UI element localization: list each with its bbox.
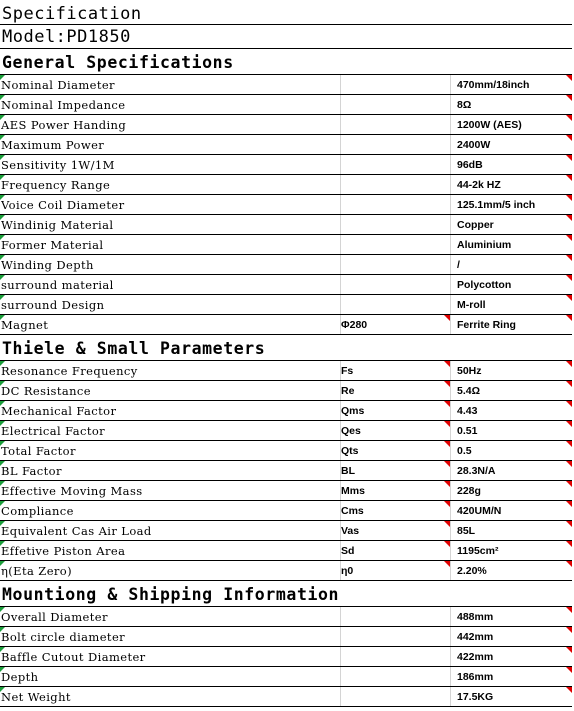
column-separator [340,155,341,174]
spec-value: 470mm/18inch [457,79,530,91]
comment-marker-green [0,521,5,526]
comment-marker-green [0,235,5,240]
column-separator [450,607,451,626]
column-separator [340,401,341,420]
spec-value: 2.20% [457,565,487,577]
comment-marker-red [566,215,572,221]
column-separator [340,521,341,540]
spec-symbol [341,175,449,194]
column-separator [340,667,341,686]
table-row [0,175,572,195]
model-name: Model:PD1850 [2,27,131,47]
spec-label: Compliance [1,504,74,518]
column-separator [340,95,341,114]
spec-symbol [341,115,449,134]
spec-label: Equivalent Cas Air Load [1,524,152,538]
column-separator [450,421,451,440]
comment-marker-green [0,315,5,320]
spec-label: Effective Moving Mass [1,484,143,498]
column-separator [340,115,341,134]
comment-marker-red [566,235,572,241]
column-separator [340,687,341,706]
column-separator [340,607,341,626]
spec-value: 85L [457,525,476,537]
spec-label: Electrical Factor [1,424,106,438]
column-separator [340,295,341,314]
section-heading-thiele: Thiele & Small Parameters [2,339,266,358]
comment-marker-red [566,255,572,261]
column-separator [450,255,451,274]
table-row [0,667,572,687]
column-separator [450,135,451,154]
table-row [0,275,572,295]
comment-marker-red [444,561,450,567]
table-row [0,401,572,421]
table-row [0,501,572,521]
comment-marker-green [0,667,5,672]
column-separator [450,401,451,420]
spec-label: η(Eta Zero) [1,564,73,578]
column-separator [340,235,341,254]
divider [0,24,572,25]
comment-marker-red [444,421,450,427]
spec-label: Baffle Cutout Diameter [1,650,146,664]
spec-label: Voice Coil Diameter [1,198,125,212]
table-row [0,315,572,335]
column-separator [450,215,451,234]
column-separator [340,135,341,154]
column-separator [340,361,341,380]
spec-label: Resonance Frequency [1,364,138,378]
column-separator [450,541,451,560]
spec-symbol [341,215,449,234]
spec-symbol: Qms [341,405,365,417]
column-separator [340,501,341,520]
column-separator [340,315,341,334]
spec-symbol [341,95,449,114]
comment-marker-red [444,361,450,367]
spec-value: 186mm [457,671,494,683]
comment-marker-red [444,461,450,467]
spec-value: 442mm [457,631,494,643]
comment-marker-red [566,135,572,141]
spec-symbol [341,295,449,314]
spec-symbol: Mms [341,485,365,497]
spec-symbol [341,255,449,274]
spec-symbol: Cms [341,505,364,517]
divider [0,48,572,49]
table-row [0,481,572,501]
comment-marker-red [566,381,572,387]
comment-marker-red [566,607,572,613]
column-separator [450,115,451,134]
comment-marker-red [566,401,572,407]
column-separator [450,667,451,686]
spec-label: Nominal Impedance [1,98,126,112]
spec-value: 5.4Ω [457,385,481,397]
column-separator [450,95,451,114]
comment-marker-red [566,275,572,281]
spec-label: Mechanical Factor [1,404,117,418]
spec-symbol: Re [341,385,355,397]
comment-marker-red [566,461,572,467]
comment-marker-red [566,155,572,161]
comment-marker-red [566,521,572,527]
spec-value: / [457,259,460,271]
table-row [0,95,572,115]
comment-marker-red [566,441,572,447]
spec-symbol: Qes [341,425,361,437]
column-separator [450,295,451,314]
comment-marker-green [0,381,5,386]
spec-value: Copper [457,219,494,231]
spec-symbol: Vas [341,525,360,537]
comment-marker-red [444,441,450,447]
spec-label: Total Factor [1,444,76,458]
table-row [0,441,572,461]
comment-marker-green [0,275,5,280]
column-separator [340,255,341,274]
table-row [0,135,572,155]
comment-marker-red [444,401,450,407]
table-row [0,115,572,135]
spec-value: 50Hz [457,365,482,377]
column-separator [340,481,341,500]
column-separator [340,381,341,400]
comment-marker-green [0,481,5,486]
spec-value: Ferrite Ring [457,319,516,331]
column-separator [340,541,341,560]
table-row [0,381,572,401]
comment-marker-green [0,401,5,406]
spec-label: surround material [1,278,114,292]
spec-symbol [341,235,449,254]
comment-marker-green [0,215,5,220]
comment-marker-green [0,687,5,692]
column-separator [340,647,341,666]
spec-label: AES Power Handing [1,118,127,132]
spec-value: 1200W (AES) [457,119,522,131]
column-separator [340,215,341,234]
spec-symbol [341,627,449,646]
column-separator [340,421,341,440]
column-separator [450,481,451,500]
column-separator [340,441,341,460]
comment-marker-red [444,481,450,487]
comment-marker-green [0,175,5,180]
spec-symbol: Φ280 [341,319,368,331]
table-row [0,521,572,541]
column-separator [340,275,341,294]
comment-marker-green [0,295,5,300]
spec-label: Overall Diameter [1,610,108,624]
comment-marker-red [566,295,572,301]
spec-value: 422mm [457,651,494,663]
comment-marker-red [566,421,572,427]
spec-label: DC Resistance [1,384,91,398]
spec-symbol: Fs [341,365,354,377]
comment-marker-red [566,667,572,673]
column-separator [340,461,341,480]
spec-symbol: η0 [341,565,354,577]
spec-label: Frequency Range [1,178,111,192]
column-separator [450,235,451,254]
column-separator [450,381,451,400]
spec-symbol [341,135,449,154]
column-separator [450,647,451,666]
spec-label: Maximum Power [1,138,105,152]
column-separator [450,521,451,540]
comment-marker-red [566,115,572,121]
spec-value: 228g [457,485,481,497]
comment-marker-green [0,155,5,160]
spec-symbol [341,667,449,686]
column-separator [450,687,451,706]
spec-value: M-roll [457,299,486,311]
spec-value: 4.43 [457,405,478,417]
comment-marker-red [566,75,572,81]
table-row [0,155,572,175]
section-heading-general: General Specifications [2,53,234,72]
comment-marker-green [0,627,5,632]
table-row [0,687,572,707]
comment-marker-green [0,501,5,506]
comment-marker-green [0,361,5,366]
comment-marker-green [0,461,5,466]
column-separator [340,561,341,580]
table-row [0,461,572,481]
spec-value: 2400W [457,139,491,151]
column-separator [450,155,451,174]
column-separator [340,627,341,646]
comment-marker-green [0,255,5,260]
column-separator [450,561,451,580]
comment-marker-green [0,441,5,446]
comment-marker-red [566,647,572,653]
spec-label: Bolt circle diameter [1,630,126,644]
spec-value: 96dB [457,159,483,171]
spec-label: Sensitivity 1W/1M [1,158,115,172]
column-separator [450,441,451,460]
spec-symbol: Qts [341,445,359,457]
column-separator [450,361,451,380]
table-row [0,255,572,275]
comment-marker-red [566,195,572,201]
spec-label: Effetive Piston Area [1,544,126,558]
column-separator [450,175,451,194]
column-separator [450,501,451,520]
comment-marker-red [566,95,572,101]
comment-marker-red [566,501,572,507]
table-row [0,75,572,95]
spec-symbol: Sd [341,545,355,557]
column-separator [450,75,451,94]
spec-symbol [341,275,449,294]
spec-value: 0.51 [457,425,478,437]
spec-symbol [341,195,449,214]
spec-label: Windinig Material [1,218,114,232]
comment-marker-green [0,95,5,100]
comment-marker-green [0,421,5,426]
spec-symbol [341,687,449,706]
table-row [0,561,572,581]
table-row [0,647,572,667]
sheet-title: Specification [2,4,142,24]
spec-value: 0.5 [457,445,472,457]
table-row [0,215,572,235]
spec-value: 17.5KG [457,691,494,703]
spec-label: Net Weight [1,690,71,704]
column-separator [450,461,451,480]
comment-marker-green [0,135,5,140]
spec-value: 8Ω [457,99,472,111]
table-row [0,607,572,627]
comment-marker-green [0,561,5,566]
comment-marker-red [444,381,450,387]
comment-marker-green [0,115,5,120]
comment-marker-red [566,687,572,693]
spec-value: 28.3N/A [457,465,496,477]
comment-marker-green [0,195,5,200]
comment-marker-red [566,561,572,567]
spec-label: Depth [1,670,39,684]
spec-value: 488mm [457,611,494,623]
comment-marker-green [0,75,5,80]
comment-marker-red [566,175,572,181]
comment-marker-green [0,541,5,546]
comment-marker-red [566,627,572,633]
table-row [0,361,572,381]
table-row [0,195,572,215]
comment-marker-green [0,647,5,652]
spec-label: BL Factor [1,464,62,478]
section-heading-mounting: Mountiong & Shipping Information [2,585,340,604]
spec-value: 420UM/N [457,505,502,517]
table-row [0,295,572,315]
spec-value: 125.1mm/5 inch [457,199,536,211]
comment-marker-red [566,541,572,547]
spec-symbol [341,155,449,174]
column-separator [340,75,341,94]
column-separator [450,315,451,334]
table-row [0,421,572,441]
spec-symbol [341,647,449,666]
comment-marker-red [444,501,450,507]
column-separator [450,275,451,294]
spec-value: Polycotton [457,279,512,291]
comment-marker-green [0,607,5,612]
column-separator [450,627,451,646]
table-row [0,541,572,561]
spec-label: Magnet [1,318,49,332]
spec-value: Aluminium [457,239,512,251]
spec-symbol [341,75,449,94]
column-separator [340,195,341,214]
spec-label: Nominal Diameter [1,78,115,92]
spec-label: surround Design [1,298,105,312]
spec-label: Former Material [1,238,104,252]
column-separator [340,175,341,194]
comment-marker-red [444,541,450,547]
table-row [0,627,572,647]
spec-value: 1195cm² [457,545,499,557]
comment-marker-red [566,481,572,487]
comment-marker-red [566,315,572,321]
comment-marker-red [444,521,450,527]
spec-label: Winding Depth [1,258,94,272]
spec-symbol: BL [341,465,355,477]
column-separator [450,195,451,214]
comment-marker-red [444,315,450,321]
spec-symbol [341,607,449,626]
table-row [0,235,572,255]
spec-value: 44-2k HZ [457,179,501,191]
comment-marker-red [566,361,572,367]
